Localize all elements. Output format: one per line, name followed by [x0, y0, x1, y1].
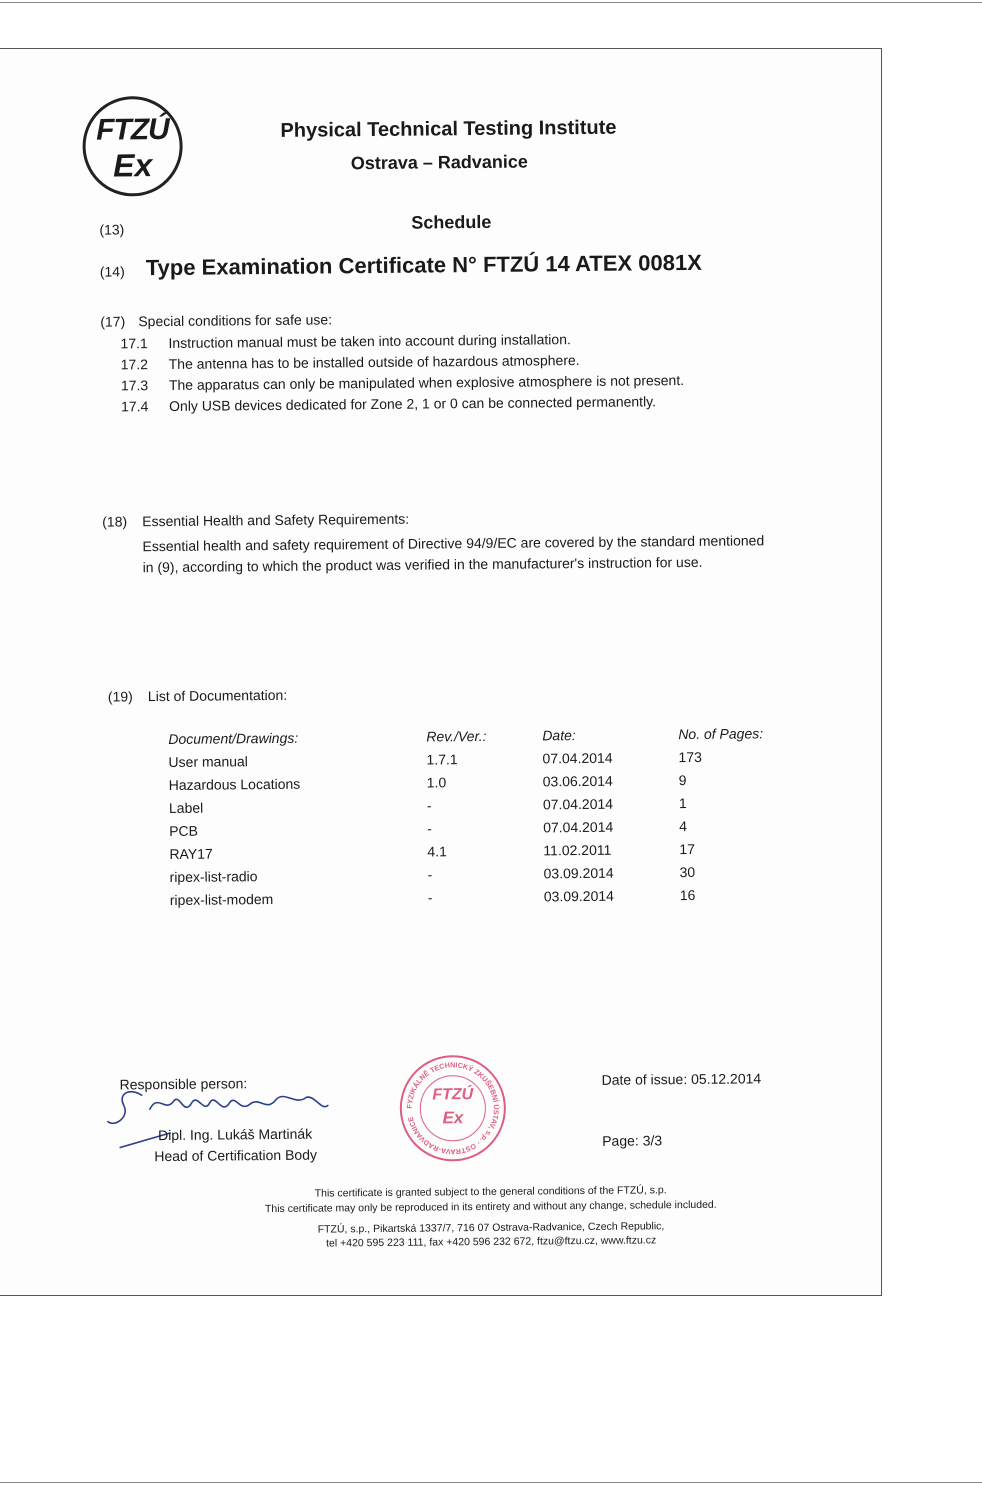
certificate-page — [0, 48, 882, 1296]
section-14-number: (14) — [99, 263, 125, 280]
column-header: Rev./Ver.: — [426, 727, 487, 745]
certificate-note-1: This certificate is granted subject to the general conditions of the FTZÚ, s.p. — [314, 1184, 667, 1200]
certificate-title: Type Examination Certificate N° FTZÚ 14 ATEX 0081X — [145, 249, 702, 281]
condition-number: 17.3 — [120, 377, 149, 394]
section-18-number: (18) — [102, 513, 128, 530]
section-18-text-line2: in (9), according to which the product was verified in the manufacturer's instruction for use. — [142, 553, 703, 576]
table-cell: - — [427, 889, 433, 906]
table-cell: RAY17 — [169, 845, 213, 862]
table-cell: 4 — [679, 818, 688, 835]
section-13-number: (13) — [99, 221, 125, 238]
date-of-issue: Date of issue: 05.12.2014 — [601, 1070, 762, 1088]
table-cell: 07.04.2014 — [542, 749, 613, 767]
certificate-note-2: This certificate may only be reproduced in its entirety and without any change, schedule included. — [264, 1198, 717, 1216]
section-17-number: (17) — [100, 313, 126, 330]
table-cell: Hazardous Locations — [168, 775, 301, 793]
schedule-title: Schedule — [411, 211, 492, 233]
table-cell: ripex-list-radio — [169, 868, 258, 885]
stamp-ring-text: FYZIKÁLNĚ TECHNICKÝ ZKUŠEBNÍ ÚSTAV, s.p. · OSTRAVA-RADVANICE — [404, 1060, 501, 1157]
column-header: Document/Drawings: — [168, 729, 299, 747]
table-cell: 03.09.2014 — [543, 864, 614, 882]
condition-number: 17.4 — [121, 398, 149, 415]
section-17-heading: Special conditions for safe use: — [138, 311, 333, 330]
table-cell: 03.06.2014 — [542, 772, 613, 790]
column-header: No. of Pages: — [678, 725, 764, 743]
address-line-2: tel +420 595 223 111, fax +420 596 232 672, ftzu@ftzu.cz, www.ftzu.cz — [326, 1234, 657, 1250]
bottom-rule — [0, 1482, 982, 1483]
table-cell: 9 — [678, 772, 687, 789]
logo-top-text: FTZÚ — [95, 112, 169, 147]
stamp-center-top: FTZÚ — [432, 1086, 474, 1104]
section-18-text-line1: Essential health and safety requirement of Directive 94/9/EC are covered by the standard mentioned — [142, 532, 765, 555]
section-18-heading: Essential Health and Safety Requirements: — [142, 510, 410, 530]
page-indicator: Page: 3/3 — [602, 1132, 663, 1149]
column-header: Date: — [542, 727, 576, 744]
address-line-1: FTZÚ, s.p., Pikartská 1337/7, 716 07 Ostrava-Radvanice, Czech Republic, — [317, 1220, 665, 1236]
institute-name: Physical Technical Testing Institute — [280, 116, 617, 142]
condition-text: The apparatus can only be manipulated when explosive atmosphere is not present. — [168, 372, 685, 393]
table-cell: 16 — [679, 886, 696, 904]
table-cell: ripex-list-modem — [169, 890, 274, 908]
table-cell: PCB — [169, 822, 199, 839]
condition-number: 17.2 — [120, 356, 149, 373]
table-cell: 03.09.2014 — [543, 887, 614, 905]
table-cell: 11.02.2011 — [543, 841, 612, 859]
institute-location: Ostrava – Radvanice — [350, 151, 528, 174]
table-cell: - — [426, 797, 432, 814]
table-cell: 07.04.2014 — [542, 795, 614, 813]
condition-text: Only USB devices dedicated for Zone 2, 1 or 0 can be connected permanently. — [169, 393, 657, 414]
table-cell: 4.1 — [427, 843, 447, 860]
logo-bottom-text: Ex — [113, 147, 153, 184]
table-cell: - — [427, 820, 432, 837]
table-cell: - — [427, 866, 433, 883]
person-title: Head of Certification Body — [154, 1146, 318, 1165]
ftzu-ex-logo — [82, 96, 183, 197]
table-cell: User manual — [168, 753, 248, 770]
scanned-sheet — [60, 77, 851, 1264]
condition-number: 17.1 — [120, 335, 148, 352]
table-cell: Label — [168, 799, 204, 816]
table-cell: 30 — [679, 863, 696, 881]
section-19-number: (19) — [107, 688, 133, 705]
table-cell: 1 — [678, 795, 687, 812]
condition-text: The antenna has to be installed outside of hazardous atmosphere. — [168, 352, 580, 372]
table-cell: 1.7.1 — [426, 751, 458, 768]
table-cell: 173 — [678, 748, 702, 766]
stamp-center-bottom: Ex — [442, 1108, 464, 1128]
top-rule — [0, 2, 982, 3]
table-cell: 1.0 — [426, 774, 447, 791]
section-19-heading: List of Documentation: — [147, 686, 288, 705]
responsible-person-label: Responsible person: — [119, 1075, 248, 1093]
condition-text: Instruction manual must be taken into account during installation. — [168, 331, 571, 351]
table-cell: 17 — [679, 840, 696, 858]
official-stamp — [399, 1055, 506, 1162]
table-cell: 07.04.2014 — [543, 818, 614, 836]
stamp-center — [420, 1075, 487, 1142]
person-name: Dipl. Ing. Lukáš Martinák — [158, 1125, 313, 1144]
